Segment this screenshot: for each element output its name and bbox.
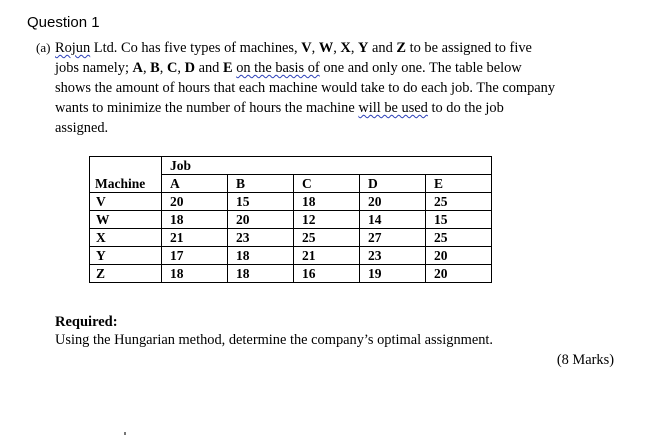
line1-rest: Ltd. Co has five types of machines, V, W, X, Y and Z to be assigned to five bbox=[90, 40, 532, 56]
machine-label: Z bbox=[90, 265, 162, 283]
table-row bbox=[90, 211, 492, 229]
table-header-row bbox=[90, 157, 492, 175]
machine-label: Y bbox=[90, 247, 162, 265]
hours-cell: 12 bbox=[294, 211, 360, 229]
stray-mark bbox=[124, 432, 126, 435]
hours-cell: 20 bbox=[360, 193, 426, 211]
paragraph-line-5: assigned. bbox=[55, 120, 109, 136]
hours-cell: 18 bbox=[294, 193, 360, 211]
cost-matrix-table bbox=[89, 156, 492, 283]
hours-cell: 15 bbox=[228, 193, 294, 211]
machine-label: X bbox=[90, 229, 162, 247]
company-name: Rojun bbox=[55, 40, 91, 56]
line4-before: wants to minimize the number of hours the machine bbox=[55, 100, 359, 116]
hours-cell: 20 bbox=[162, 193, 228, 211]
line2-before: jobs namely; A, B, C, D and E bbox=[55, 60, 233, 76]
part-label: (a) bbox=[36, 40, 51, 55]
job-col-header: B bbox=[228, 175, 294, 193]
line4-squiggle: will be used bbox=[358, 100, 428, 116]
job-col-header: C bbox=[294, 175, 360, 193]
paragraph-line-1 bbox=[55, 38, 532, 58]
paragraph-line-3: shows the amount of hours that each machine would take to do each job. The company bbox=[55, 80, 556, 96]
hours-cell: 23 bbox=[228, 229, 294, 247]
line4-after: to do the job bbox=[427, 100, 504, 116]
hours-cell: 18 bbox=[162, 211, 228, 229]
machine-label: W bbox=[90, 211, 162, 229]
table-row bbox=[90, 265, 492, 283]
line2-after: one and only one. The table below bbox=[319, 60, 522, 76]
hours-cell: 25 bbox=[426, 193, 492, 211]
hours-cell: 27 bbox=[360, 229, 426, 247]
machine-label: V bbox=[90, 193, 162, 211]
hours-cell: 21 bbox=[162, 229, 228, 247]
hours-cell: 20 bbox=[426, 265, 492, 283]
hours-cell: 17 bbox=[162, 247, 228, 265]
hours-cell: 23 bbox=[360, 247, 426, 265]
table-row bbox=[90, 229, 492, 247]
required-heading: Required: bbox=[55, 314, 118, 330]
paragraph-line-2 bbox=[55, 58, 522, 78]
hours-cell: 16 bbox=[294, 265, 360, 283]
hours-cell: 19 bbox=[360, 265, 426, 283]
header-corner bbox=[90, 157, 162, 175]
hours-cell: 14 bbox=[360, 211, 426, 229]
job-col-header: D bbox=[360, 175, 426, 193]
hours-cell: 18 bbox=[162, 265, 228, 283]
hours-cell: 25 bbox=[426, 229, 492, 247]
hours-cell: 18 bbox=[228, 265, 294, 283]
line2-squiggle: on the basis of bbox=[236, 60, 320, 76]
hours-cell: 20 bbox=[228, 211, 294, 229]
table-row bbox=[90, 247, 492, 265]
job-col-header: A bbox=[162, 175, 228, 193]
paragraph-line-4 bbox=[55, 98, 504, 118]
hours-cell: 15 bbox=[426, 211, 492, 229]
table-row bbox=[90, 193, 492, 211]
hours-cell: 20 bbox=[426, 247, 492, 265]
hours-cell: 21 bbox=[294, 247, 360, 265]
job-header: Job bbox=[162, 157, 492, 175]
job-col-header: E bbox=[426, 175, 492, 193]
marks-label: (8 Marks) bbox=[556, 352, 614, 368]
hours-cell: 25 bbox=[294, 229, 360, 247]
table-subheader-row bbox=[90, 175, 492, 193]
machine-header: Machine bbox=[90, 175, 162, 193]
question-title: Question 1 bbox=[27, 14, 100, 31]
hours-cell: 18 bbox=[228, 247, 294, 265]
required-text: Using the Hungarian method, determine the company’s optimal assignment. bbox=[55, 332, 494, 348]
